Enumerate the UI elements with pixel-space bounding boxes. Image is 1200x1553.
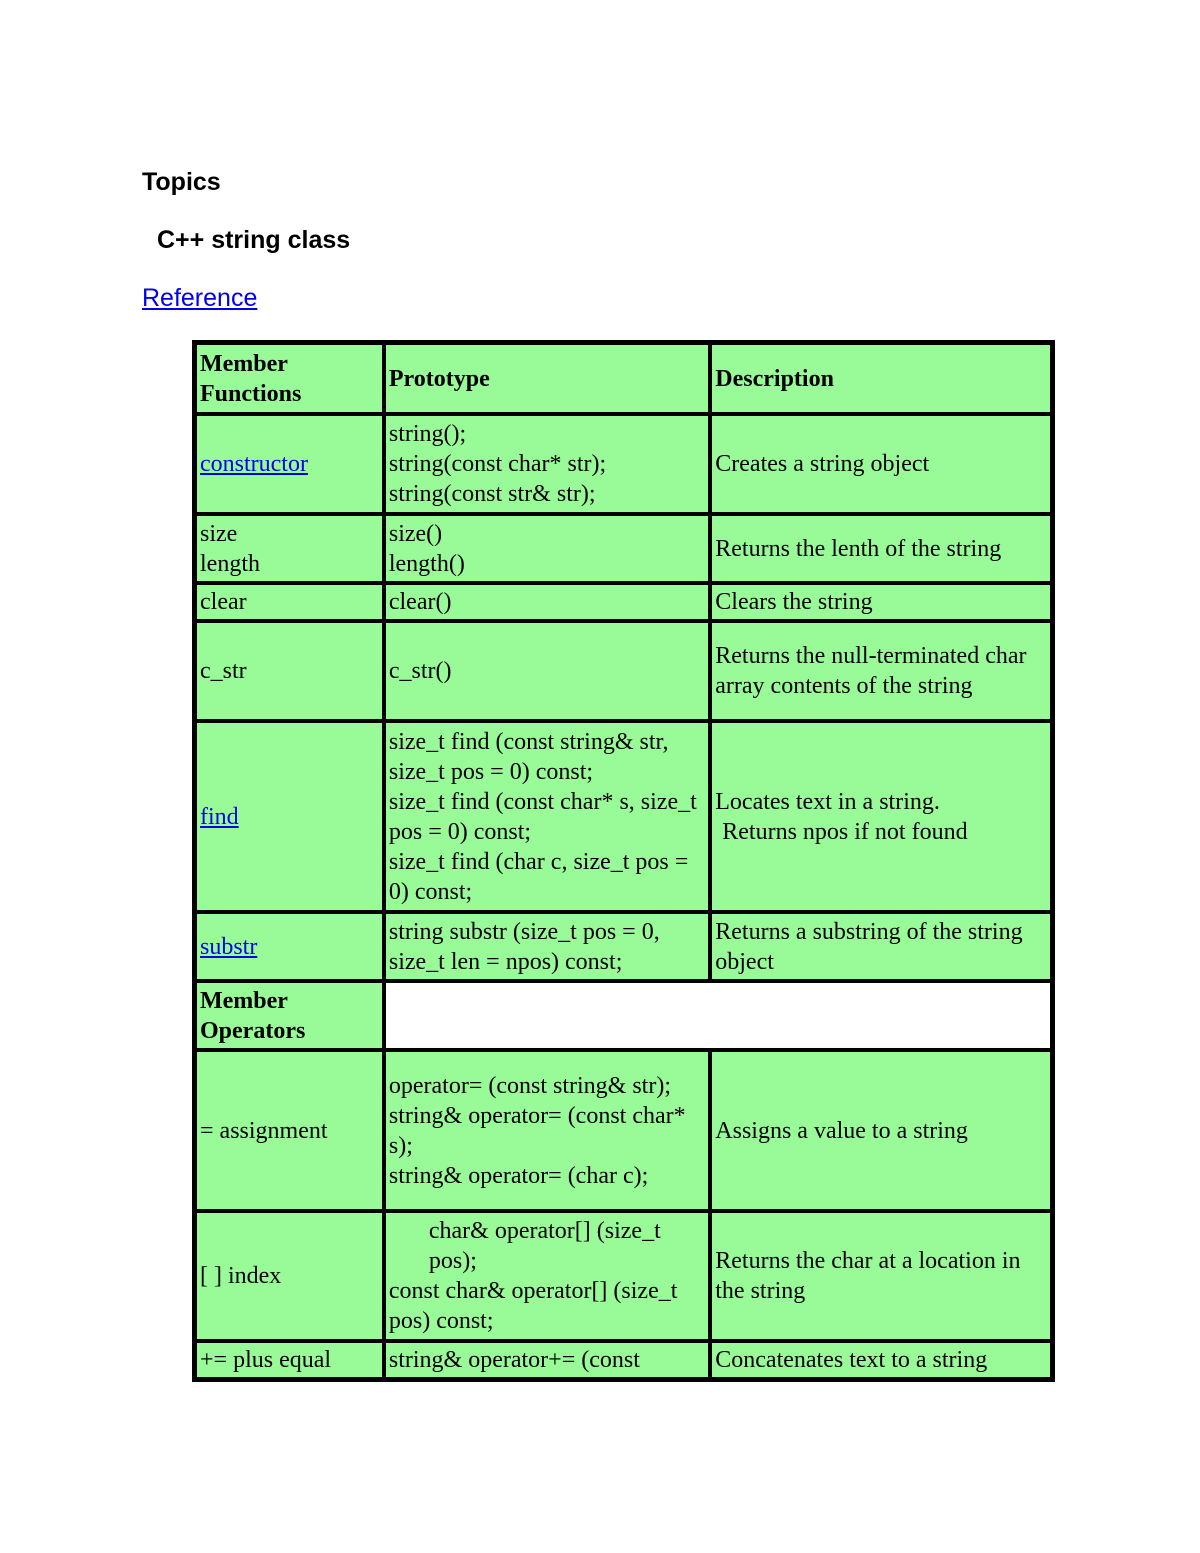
prototype-line: string(const char* str); <box>388 451 607 477</box>
table-row <box>195 414 1052 514</box>
table-header-row <box>195 343 1052 414</box>
member-name-cell <box>195 912 384 981</box>
substr-link[interactable]: substr <box>200 933 258 960</box>
member-name-cell: c_str <box>195 621 384 721</box>
table-row <box>195 1211 1052 1341</box>
member-operators-header: Member Operators <box>195 981 384 1050</box>
description-cell: Returns the lenth of the string <box>710 514 1052 583</box>
table-row <box>195 912 1052 981</box>
description-cell: Concatenates text to a string <box>710 1341 1052 1379</box>
description-cell <box>710 721 1052 912</box>
prototype-line: operator= (const string& str); <box>388 1072 671 1099</box>
prototype-line: char& operator[] (size_t pos); <box>428 1218 661 1274</box>
prototype-cell <box>384 1050 710 1211</box>
empty-header-cell <box>384 981 1052 1050</box>
table-row <box>195 621 1052 721</box>
prototype-line: size_t find (const char* s, size_t pos = 0) const; <box>388 788 697 845</box>
description-cell: Returns the null-terminated char array contents of the string <box>710 621 1052 721</box>
table-row <box>195 721 1052 912</box>
prototype-line: string& operator= (const char* s); <box>388 1102 686 1159</box>
prototype-cell <box>384 721 710 912</box>
prototype-line: size_t find (char c, size_t pos = 0) const; <box>388 848 689 905</box>
operators-header-row <box>195 981 1052 1050</box>
member-name-cell: clear <box>195 583 384 621</box>
description-cell: Returns a substring of the string object <box>710 912 1052 981</box>
prototype-cell: string& operator+= (const <box>384 1341 710 1379</box>
prototype-cell: clear() <box>384 583 710 621</box>
table-row <box>195 1341 1052 1379</box>
page-title: Topics <box>142 168 221 196</box>
description-cell: Clears the string <box>710 583 1052 621</box>
find-link[interactable]: find <box>200 803 239 830</box>
member-name-cell: [ ] index <box>195 1211 384 1341</box>
description-line: Returns npos if not found <box>722 818 968 845</box>
prototype-cell <box>384 414 710 514</box>
prototype-cell <box>384 514 710 583</box>
prototype-line: const char& operator[] (size_t pos) const; <box>388 1278 678 1334</box>
prototype-line: string& operator= (char c); <box>388 1162 649 1189</box>
prototype-line: size() <box>388 520 443 547</box>
string-class-table <box>192 340 1055 1382</box>
reference-link[interactable]: Reference <box>142 284 258 312</box>
member-name-cell: = assignment <box>195 1050 384 1211</box>
description-line: Locates text in a string. <box>715 788 940 815</box>
description-header: Description <box>710 343 1052 414</box>
prototype-line: string(const str& str); <box>388 481 596 507</box>
prototype-line: length() <box>388 550 465 577</box>
table-row <box>195 1050 1052 1211</box>
member-name-cell <box>195 514 384 583</box>
description-cell: Assigns a value to a string <box>710 1050 1052 1211</box>
constructor-link[interactable]: constructor <box>200 451 308 477</box>
prototype-header: Prototype <box>384 343 710 414</box>
prototype-cell <box>384 1211 710 1341</box>
prototype-line: size_t find (const string& str, size_t pos = 0) const; <box>388 728 669 785</box>
member-functions-header: Member Functions <box>195 343 384 414</box>
prototype-cell: string substr (size_t pos = 0, size_t len = npos) const; <box>384 912 710 981</box>
section-subtitle: C++ string class <box>157 226 351 254</box>
member-name-cell <box>195 721 384 912</box>
member-name-line: size <box>200 520 238 547</box>
prototype-cell: c_str() <box>384 621 710 721</box>
table-row <box>195 514 1052 583</box>
prototype-line: string(); <box>388 421 467 447</box>
member-name-line: length <box>200 550 260 577</box>
table-row <box>195 583 1052 621</box>
member-name-cell: += plus equal <box>195 1341 384 1379</box>
description-cell: Creates a string object <box>710 414 1052 514</box>
description-cell: Returns the char at a location in the string <box>710 1211 1052 1341</box>
member-name-cell <box>195 414 384 514</box>
